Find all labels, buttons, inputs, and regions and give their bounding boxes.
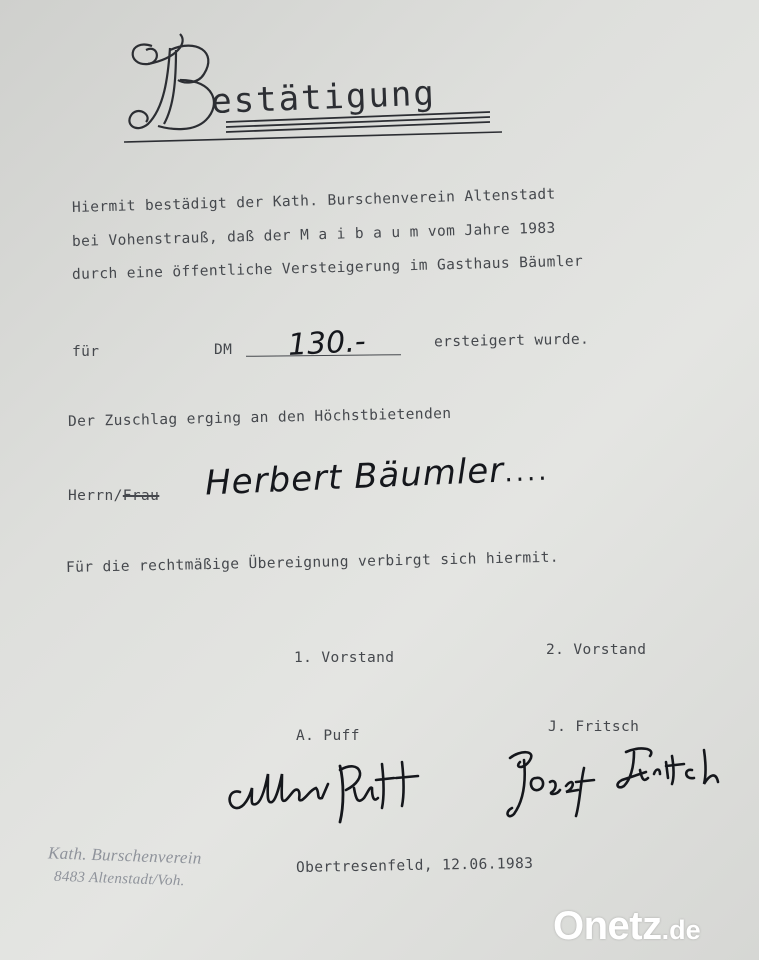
guarantee-text: Für die rechtmäßige Übereignung verbirgt sich hiermit.: [65, 549, 560, 576]
chair2-title: 2. Vorstand: [546, 642, 647, 658]
paragraph1-line1: Hiermit bestädigt der Kath. Burschenverein Altenstadt: [71, 186, 556, 216]
document-title: [118, 28, 518, 148]
title-text: estätigung: [210, 73, 437, 122]
salutation-herrn: Herrn/: [68, 488, 123, 504]
watermark-logo: [553, 904, 701, 949]
watermark-brand: Onetz: [553, 904, 662, 948]
chair1-name: A. Puff: [296, 728, 360, 744]
price-label-fuer: für: [72, 344, 100, 360]
chair2-name: J. Fritsch: [548, 719, 640, 735]
signature-chair2: [500, 738, 730, 828]
watermark-tld: .de: [661, 915, 701, 945]
paragraph1-line2: bei Vohenstrauß, daß der M a i b a u m vom Jahre 1983: [71, 220, 556, 250]
price-currency: DM: [214, 342, 233, 358]
salutation: [68, 488, 159, 504]
buyer-name: [204, 449, 550, 504]
paragraph1-line3: durch eine öffentliche Versteigerung im Gasthaus Bäumler: [71, 253, 584, 283]
buyer-name-text: Herbert Bäumler: [204, 450, 506, 504]
signature-chair1: [222, 748, 432, 828]
bidder-intro: Der Zuschlag erging an den Höchstbietenden: [67, 405, 452, 430]
chair1-title: 1. Vorstand: [294, 650, 395, 666]
buyer-dots: ....: [503, 456, 550, 489]
price-amount: 130.-: [287, 323, 367, 364]
price-suffix: ersteigert wurde.: [433, 331, 590, 351]
place-date: Obertresenfeld, 12.06.1983: [295, 855, 534, 876]
stamp-line1: Kath. Burschenverein: [47, 843, 202, 868]
salutation-frau-struck: Frau: [122, 488, 160, 504]
stamp-line2: 8483 Altenstadt/Voh.: [53, 868, 185, 890]
